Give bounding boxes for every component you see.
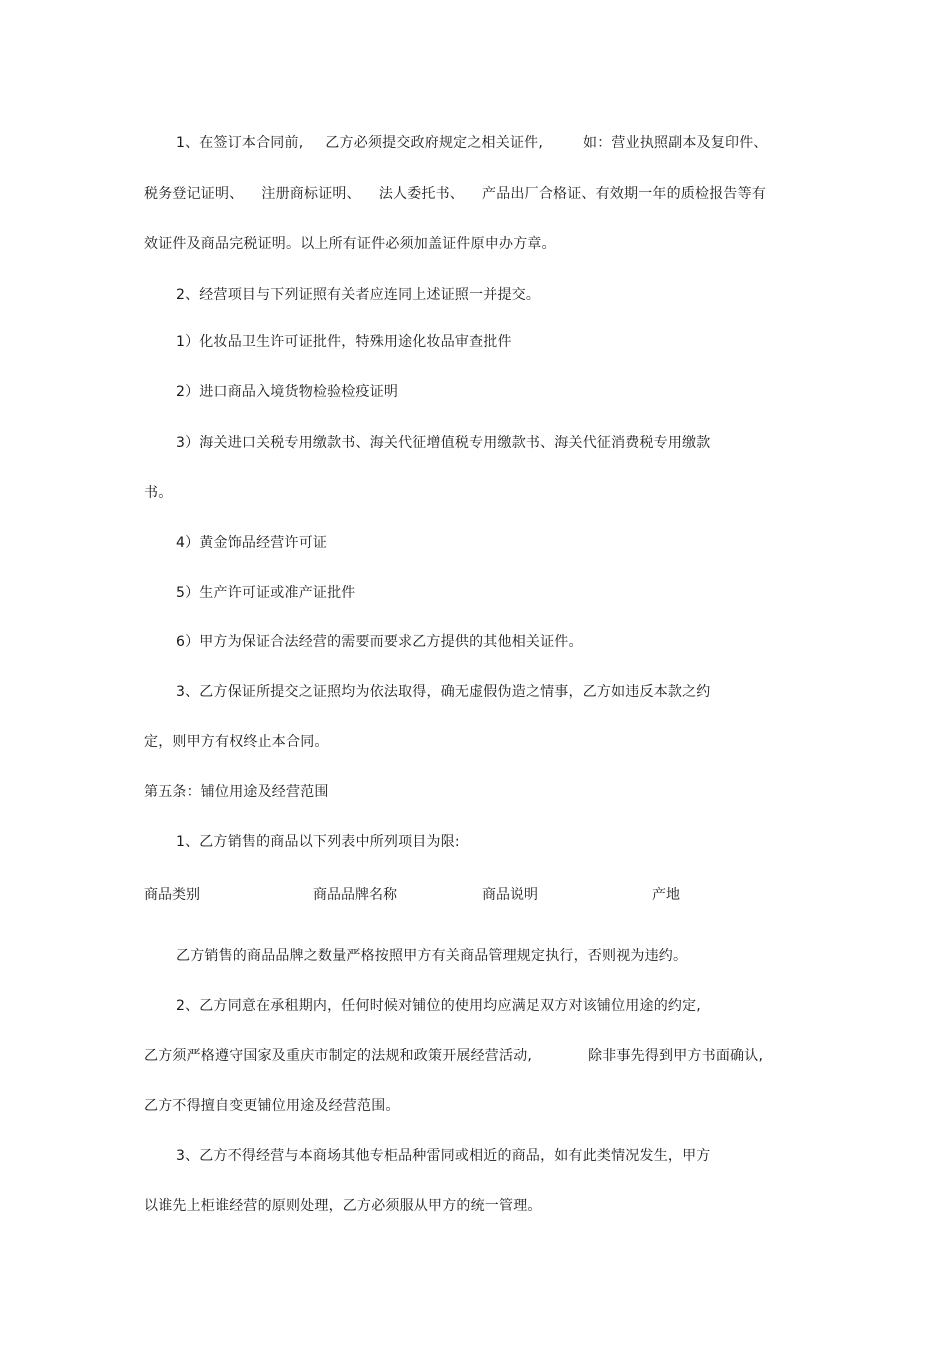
article-5-item-1: 1、乙方销售的商品以下列表中所列项目为限: (176, 834, 460, 850)
list-item-2: 2）进口商品入境货物检验检疫证明 (176, 384, 399, 400)
list-item-6: 6）甲方为保证合法经营的需要而要求乙方提供的其他相关证件。 (176, 634, 583, 650)
table-header-brand: 商品品牌名称 (313, 887, 397, 903)
clause-2: 2、经营项目与下列证照有关者应连同上述证照一并提交。 (176, 287, 541, 303)
article-5-item-2-l2-b: 除非事先得到甲方书面确认, (588, 1048, 764, 1064)
article-5-item-2-line-3: 乙方不得擅自变更铺位用途及经营范围。 (144, 1098, 400, 1114)
article-5-item-3-line-1: 3、乙方不得经营与本商场其他专柜品种雷同或相近的商品，如有此类情况发生，甲方 (176, 1148, 711, 1164)
list-item-3-line-2: 书。 (144, 485, 173, 501)
list-item-3-line-1: 3）海关进口关税专用缴款书、海关代征增值税专用缴款书、海关代征消费税专用缴款 (176, 435, 711, 451)
table-header-description: 商品说明 (482, 887, 538, 903)
clause-3-line-1: 3、乙方保证所提交之证照均为依法取得，确无虚假伪造之情事，乙方如违反本款之约 (176, 684, 711, 700)
clause-1-line-2 (144, 185, 766, 203)
table-header-origin: 产地 (652, 887, 680, 903)
clause-1-line-3: 效证件及商品完税证明。以上所有证件必须加盖证件原申办方章。 (144, 236, 556, 252)
clause-1-text-b: 乙方必须提交政府规定之相关证件, (325, 135, 544, 151)
article-5-item-2-l2-a: 乙方须严格遵守国家及重庆市制定的法规和政策开展经营活动, (144, 1048, 533, 1064)
list-item-4: 4）黄金饰品经营许可证 (176, 535, 328, 551)
article-5-item-3-line-2: 以谁先上柜谁经营的原则处理，乙方必须服从甲方的统一管理。 (144, 1198, 542, 1214)
article-5-item-2-line-1: 2、乙方同意在承租期内，任何时候对铺位的使用均应满足双方对该铺位用途的约定, (176, 998, 701, 1014)
clause-1-l2-a: 税务登记证明、 (144, 186, 244, 202)
table-header-category: 商品类别 (144, 887, 200, 903)
article-5-heading: 第五条：铺位用途及经营范围 (144, 784, 329, 800)
clause-1-l2-d: 产品出厂合格证、有效期一年的质检报告等有 (482, 186, 767, 202)
article-5-item-2-line-2 (144, 1047, 763, 1065)
clause-3-line-2: 定，则甲方有权终止本合同。 (144, 734, 329, 750)
list-item-1: 1）化妆品卫生许可证批件，特殊用途化妆品审查批件 (176, 334, 512, 350)
list-item-5: 5）生产许可证或准产证批件 (176, 585, 356, 601)
clause-1-l2-b: 注册商标证明、 (261, 186, 361, 202)
clause-1-text-c: 如：营业执照副本及复印件、 (583, 135, 768, 151)
clause-1-l2-c: 法人委托书、 (378, 186, 465, 202)
clause-1-text-a: 1、在签订本合同前, (176, 135, 304, 151)
article-5-note: 乙方销售的商品品牌之数量严格按照甲方有关商品管理规定执行，否则视为违约。 (176, 948, 688, 964)
clause-1-line-1 (176, 134, 768, 152)
